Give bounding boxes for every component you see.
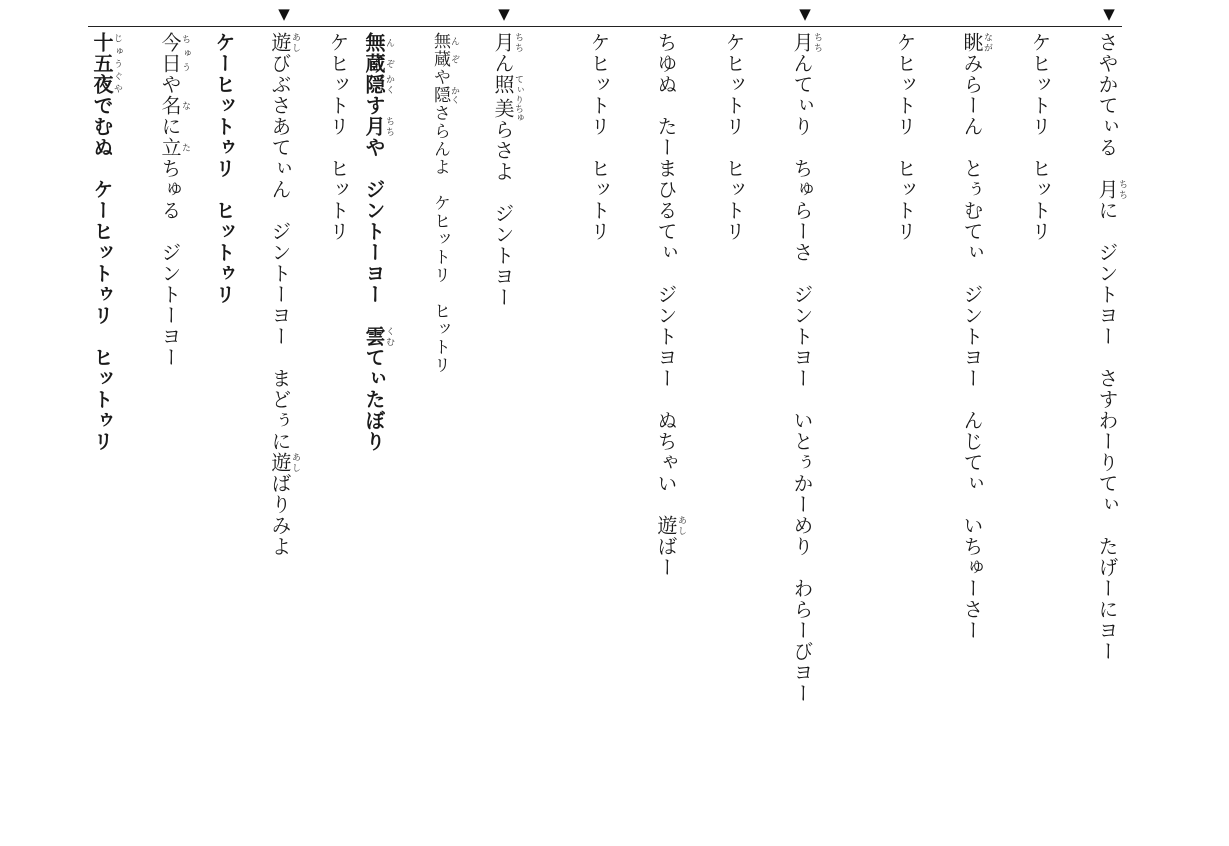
verse3-line2: 無 ん蔵 ぞや隠 かくさらんよ ケヒットリ ヒットリ [430,32,459,374]
verse2-line3: ちゆぬ たーまひるてぃ ジントヨー ぬちゃい 遊あしばー [654,32,686,578]
verse1-line1: さやかてぃる 月ちちに ジントヨー さすわーりてぃ たげーにヨー [1095,32,1127,662]
verse4-line2: ケーヒットゥリ ヒットゥリ [212,32,236,305]
verse2-line1: 月ちちんてぃり ちゅらーさ ジントヨー いとぅかーめり わらーびヨー [790,32,822,704]
verse1-line2: ケヒットリ ヒットリ [1028,32,1052,242]
verse3-line3: 無ん蔵ぞ隠かくす月ちちや ジントーヨー 雲くむてぃたぼり [362,32,394,452]
verse-marker-2: ▼ [799,5,811,23]
verse1-line4: ケヒットリ ヒットリ [893,32,917,242]
verse4-line1: 遊あしびぶさあてぃん ジントーヨー まどぅに遊あしばりみよ [268,32,300,557]
verse2-line4: ケヒットリ ヒットリ [587,32,611,242]
verse3-line1: 月ちちん照てぃ美りちゅらさよ ジントヨー [491,32,523,308]
verse4-line4: 十五夜じゅうぐやでむぬ ケーヒットゥリ ヒットゥリ [90,32,122,452]
verse-marker-1: ▼ [1103,5,1115,23]
verse2-line2: ケヒットリ ヒットリ [722,32,746,242]
verse-marker-4: ▼ [278,5,290,23]
verse3-line4: ケヒットリ ヒットリ [326,32,350,242]
verse4-line3: 今日ちゅうや名なに立たちゅる ジントーヨー [158,32,190,368]
header-rule [88,26,1122,27]
verse-marker-3: ▼ [498,5,510,23]
verse1-line3: 眺ながみらーん とぅむてぃ ジントヨー んじてぃ いちゅーさー [960,32,992,641]
